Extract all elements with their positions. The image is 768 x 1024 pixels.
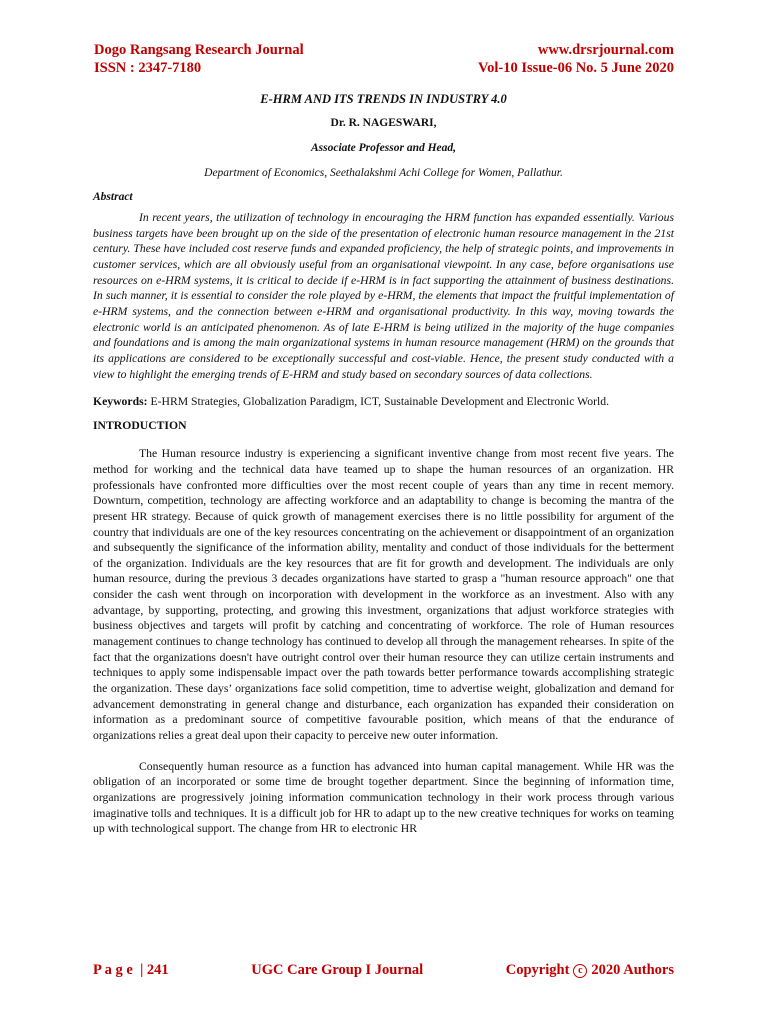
copyright-icon: c <box>573 964 587 978</box>
volume-issue: Vol-10 Issue-06 No. 5 June 2020 <box>477 60 674 76</box>
page-number: P a g e | 241 <box>93 962 169 978</box>
introduction-paragraph-1: The Human resource industry is experiencing a significant inventive change from most recent five years. The method for working and the technical data have teamed up to shape the human resources of an organization. HR professionals have confronted more difficulties over the most recent couple of years than any time in recent memory. Downturn, competition, technology are affecting workforce and an adaptability to change is becoming the mantra of the present HR strategy. Because of quick growth of management exercises there is no little possibility for argument of the country that individuals are one of the key resources concentrating on the achievement or disappointment of an organization and subsequently the significance of the information ability, mentality and conduct of those individuals for the betterment of the organization. Individuals are the key resources that are fit for growth and development. The individuals are only human resource, during the previous 3 decades organizations have started to grasp a "human resource approach" one that consider the cash went through on incorporation with development in the workforce as an investment. Also with any advantage, by supporting, protecting, and growing this investment, organizations that adjust workforce strategies with business objectives and targets will profit by catching and concentrating of workforce. The role of Human resources management continues to change technology has continued to develop all through the management rehearses. In spite of the fact that the organizations doesn't have outright control over their human resource they can utilize certain instruments and techniques to apply some indispensable impact over the path towards better performance towards accomplishing strategic the organization. These days’ organizations face solid competition, time to advertise weight, globalization and demand for advancement demonstrating in general change and disturbance, each organization has expanded their consideration on information as a predominant source of competitive favourable position, which means of that the endurance of organizations relies a great deal upon their capacity to perceive new outer information. <box>93 447 674 743</box>
introduction-paragraph-2: Consequently human resource as a function has advanced into human capital management. While HR was the obligation of an incorporated or some time de brought together department. Since the beginning of information time, organizations are progressively joining information communication technology in their work process through various imaginative tolls and techniques. It is a difficult job for HR to adapt up to the new creative techniques for works on teaming up with technological support. The change from HR to electronic HR <box>93 759 674 836</box>
copyright-notice <box>506 962 674 979</box>
copyright-word: Copyright <box>505 962 570 978</box>
introduction-heading: INTRODUCTION <box>93 419 187 433</box>
keywords-text: E-HRM Strategies, Globalization Paradigm, ICT, Sustainable Development and Electronic World. <box>147 395 610 409</box>
keywords <box>93 394 674 409</box>
issn: ISSN : 2347-7180 <box>94 60 202 76</box>
header-row-1 <box>94 42 674 59</box>
page-footer <box>93 962 674 979</box>
journal-name: Dogo Rangsang Research Journal <box>94 42 304 58</box>
journal-header <box>94 42 674 77</box>
author-department: Department of Economics, Seethalakshmi Achi College for Women, Pallathur. <box>204 167 563 179</box>
paper-content <box>93 92 674 837</box>
author-name: Dr. R. NAGESWARI, <box>330 117 437 129</box>
keywords-label: Keywords: <box>93 395 148 409</box>
abstract-text: In recent years, the utilization of technology in encouraging the HRM function has expanded essentially. Various business targets have been brought up on the side of the presentation of electronic human resource management in the 21st century. These have included cost reserve funds and expanded proficiency, the help of strategic points, and improvements in customer services, which are all obviously useful from an organisational viewpoint. In any case, before organisations use resources on e-HRM systems, it is critical to decide if e-HRM is in fact supporting the attainment of business destinations. In such manner, it is essential to consider the role played by e-HRM, the elements that impact the fruitful implementation of e-HRM systems, and the connection between e-HRM and organisational productivity. In this way, moving towards the electronic world is an anticipated phenomenon. As of late E-HRM is being utilized in the majority of the huge companies and foundations and is among the main organizational systems in human resource management (HRM) on the grounds that its applications are considered to be exceptionally successful and cost-viable. Hence, the present study conducted with a view to highlight the emerging trends of E-HRM and study based on secondary sources of data collections. <box>93 211 674 381</box>
abstract-heading: Abstract <box>93 191 133 203</box>
ugc-care-label: UGC Care Group I Journal <box>251 962 424 978</box>
copyright-year: 2020 Authors <box>591 962 674 978</box>
author-designation: Associate Professor and Head, <box>310 142 457 154</box>
header-row-2 <box>94 59 674 77</box>
paper-title: E-HRM AND ITS TRENDS IN INDUSTRY 4.0 <box>260 92 507 106</box>
journal-website: www.drsrjournal.com <box>537 42 674 58</box>
